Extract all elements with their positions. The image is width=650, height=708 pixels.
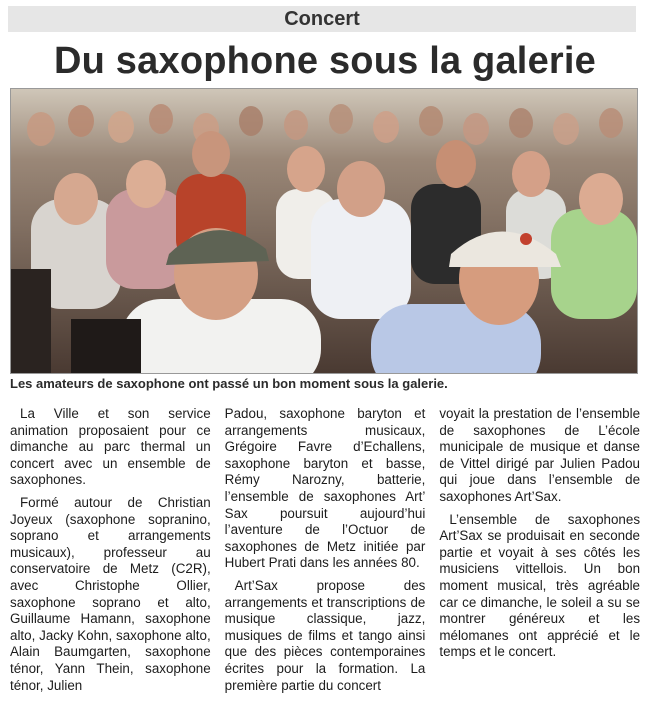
column-1 — [10, 406, 211, 702]
rubric-banner — [8, 6, 636, 32]
column-3 — [439, 406, 640, 702]
paragraph: Formé autour de Christian Joyeux (saxophone sopranino, soprano et arrangements musicaux), professeur au conservatoire de Metz (C2R), avec Christophe Ollier, saxophone soprano et alto, Guillaume Hamann, saxophone alto, Jacky Kohn, saxophone alto, Alain Baumgarten, saxophone ténor, Yann Thein, saxophone ténor, Julien — [10, 494, 211, 693]
paragraph: Art’Sax propose des arrangements et transcriptions de musique classique, jazz, musiques de films et tango ainsi que des pièces contemporaines écrites pour la formation. La première partie du concert — [224, 577, 426, 693]
paragraph: L’ensemble de saxophones Art’Sax se produisait en seconde partie et voyait à ses côtés les musiciens vittellois. Un bon moment musical, très agréable car ce dimanche, le soleil a su se montrer généreux et les mélomanes ont apprécié et le temps et le concert. — [439, 511, 641, 660]
rubric-label: Concert — [284, 7, 360, 30]
photo-caption: Les amateurs de saxophone ont passé un bon moment sous la galerie. — [10, 376, 448, 391]
column-2 — [225, 406, 426, 702]
paragraph: La Ville et son service animation proposaient pour ce dimanche au parc thermal un concert avec un ensemble de saxophones. — [10, 406, 211, 488]
article-body — [10, 406, 640, 702]
article-photo — [10, 88, 638, 374]
article-headline: Du saxophone sous la galerie — [54, 40, 596, 82]
paragraph: Padou, saxophone baryton et arrangements musicaux, Grégoire Favre d’Echallens, saxophone baryton et basse, Rémy Narozny, batterie, l’ensemble de saxophones Art’ Sax poursuit aujourd’hui l’aventure de l’Octuor de saxophones de Metz initiée par Hubert Prati dans les années 80. — [224, 406, 426, 571]
paragraph: voyait la prestation de l’ensemble de saxophones de L’école municipale de musique et danse de Vittel dirigé par Julien Padou qui joue dans l’ensemble de saxophones Art’Sax. — [439, 406, 641, 504]
